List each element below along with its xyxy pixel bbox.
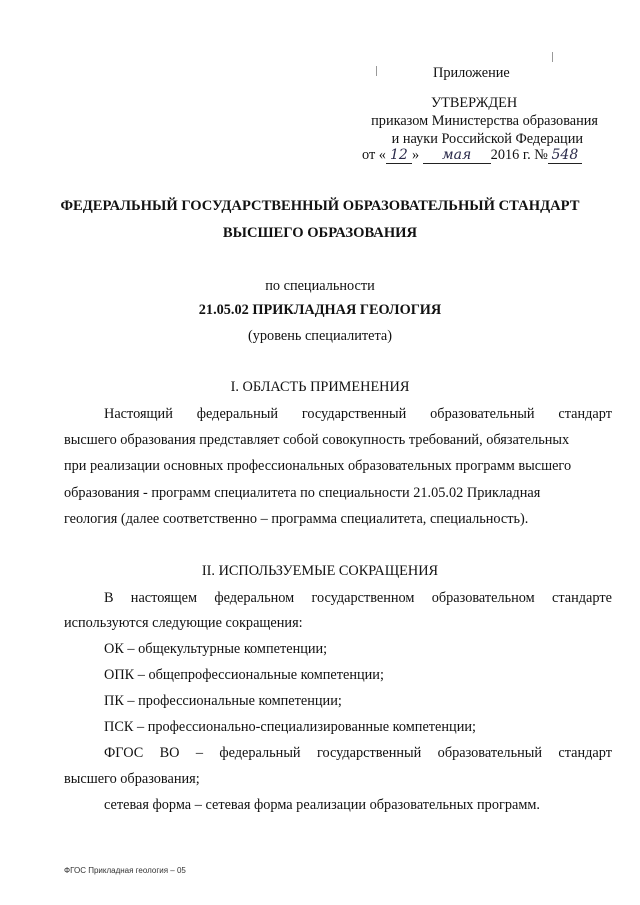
section-1-paragraph-line-3: при реализации основных профессиональных образовательных программ высшего [64,458,572,474]
date-year: 2016 г. № [490,147,548,163]
word: образовательный [430,406,535,422]
word: стандарт [558,406,612,422]
approved-label: УТВЕРЖДЕН [431,95,518,111]
word: образовательном [431,590,535,606]
section-1-paragraph-line-4: образования - программ специалитета по специальности 21.05.02 Прикладная [64,485,541,501]
word: – [195,745,203,761]
word: государственном [311,590,415,606]
by-specialty-label: по специальности [265,278,375,294]
order-line-1: приказом Министерства образования [371,113,598,129]
section-1-paragraph-line-1 [104,405,612,423]
word: ВО [159,745,180,761]
date-mid: » [411,147,420,163]
word: Настоящий [104,406,173,422]
document-title-line-1: ФЕДЕРАЛЬНЫЙ ГОСУДАРСТВЕННЫЙ ОБРАЗОВАТЕЛЬНЫЙ СТАНДАРТ [60,198,580,214]
word: образовательный [437,745,542,761]
section-1-paragraph-line-2: высшего образования представляет собой совокупность требований, обязательных [64,432,570,448]
scan-mark [552,52,553,62]
word: федеральный [196,406,278,422]
word: стандарте [551,590,612,606]
word: В [104,590,114,606]
fgos-line-1 [104,744,612,762]
fgos-line-2: высшего образования; [64,771,200,787]
order-number: 548 [548,147,582,164]
network-form-definition: сетевая форма – сетевая форма реализации образовательных программ. [104,797,540,813]
section-2-intro-line-1 [104,589,612,607]
word: государственный [301,406,407,422]
document-title-line-2: ВЫСШЕГО ОБРАЗОВАНИЯ [222,225,418,241]
scan-mark [376,66,377,76]
abbreviation-item: ОК – общекультурные компетенции; [104,641,328,657]
word: настоящем [130,590,198,606]
word: федеральном [214,590,295,606]
word: ФГОС [104,745,144,761]
specialty-code-name: 21.05.02 ПРИКЛАДНАЯ ГЕОЛОГИЯ [198,302,442,318]
date-month: мая [423,147,491,164]
word: федеральный [219,745,301,761]
page-footer: ФГОС Прикладная геология – 05 [64,866,186,875]
date-prefix: от « [362,147,386,163]
word: стандарт [558,745,612,761]
section-1-paragraph-line-5: геология (далее соответственно – программа специалитета, специальность). [64,511,529,527]
appendix-label: Приложение [433,65,510,81]
education-level: (уровень специалитета) [248,328,392,344]
abbreviation-item: ПК – профессиональные компетенции; [104,693,342,709]
order-line-2: и науки Российской Федерации [391,131,583,147]
date-day: 12 [386,147,412,164]
word: государственный [316,745,422,761]
abbreviation-item: ОПК – общепрофессиональные компетенции; [104,667,384,683]
section-1-heading: I. ОБЛАСТЬ ПРИМЕНЕНИЯ [230,379,410,395]
order-date-line [362,146,582,164]
section-2-intro-line-2: используются следующие сокращения: [64,615,303,631]
section-2-heading: II. ИСПОЛЬЗУЕМЫЕ СОКРАЩЕНИЯ [201,563,439,579]
abbreviation-item: ПСК – профессионально-специализированные компетенции; [104,719,476,735]
